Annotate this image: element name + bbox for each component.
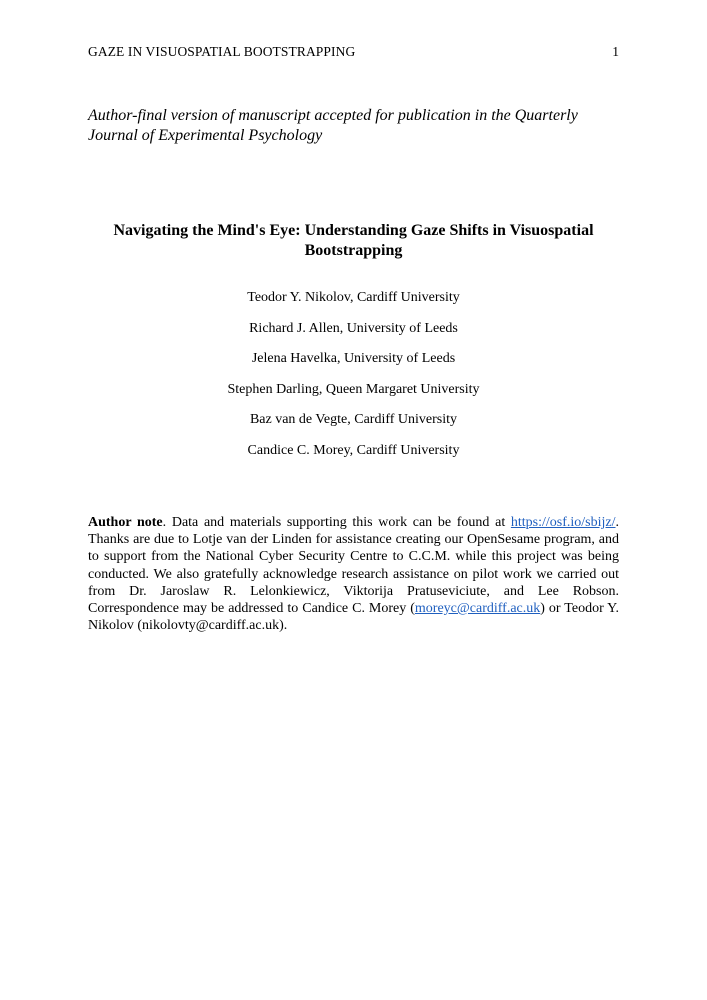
author-affiliation: Teodor Y. Nikolov, Cardiff University: [247, 290, 460, 305]
author-note-text: ) or Teodor Y. Nikolov (nikolovty@cardiff.ac.uk).: [88, 601, 619, 634]
publication-notice: Author-final version of manuscript accepted for publication in the Quarterly Journal of Experimental Psychology: [88, 107, 578, 144]
author-affiliation: Candice C. Morey, Cardiff University: [247, 442, 460, 458]
osf-link[interactable]: https://osf.io/sbijz/: [510, 515, 616, 530]
author-affiliation: Stephen Darling, Queen Margaret University: [227, 381, 480, 397]
email-link[interactable]: moreyc@cardiff.ac.uk: [414, 601, 541, 617]
author-list: [88, 289, 619, 473]
author-note-text: . Thanks are due to Lotje van der Linden for assistance creating our OpenSesame program, and to support from the National Cyber Security Centre to C.C.M. while this project was being conducted. We also gratefully acknowledge research assistance on pilot work we carried out from Dr. Jaroslaw R. Lelonkiewicz, Viktorija Pratuseviciute, and Lee Robson. Correspondence may be addressed to Candice C. Morey (: [88, 515, 620, 617]
author-note-text: . Data and materials supporting this work can be found at: [162, 515, 511, 530]
running-head: GAZE IN VISUOSPATIAL BOOTSTRAPPING: [88, 44, 356, 59]
author-affiliation: Richard J. Allen, University of Leeds: [249, 320, 458, 336]
author-note: [88, 514, 619, 634]
author-affiliation: Jelena Havelka, University of Leeds: [251, 351, 456, 367]
author-affiliation: Baz van de Vegte, Cardiff University: [249, 412, 458, 428]
paper-title: Navigating the Mind's Eye: Understanding Gaze Shifts in Visuospatial Bootstrapping: [113, 222, 594, 259]
page-number: 1: [612, 44, 619, 59]
author-note-label: Author note: [88, 515, 163, 530]
